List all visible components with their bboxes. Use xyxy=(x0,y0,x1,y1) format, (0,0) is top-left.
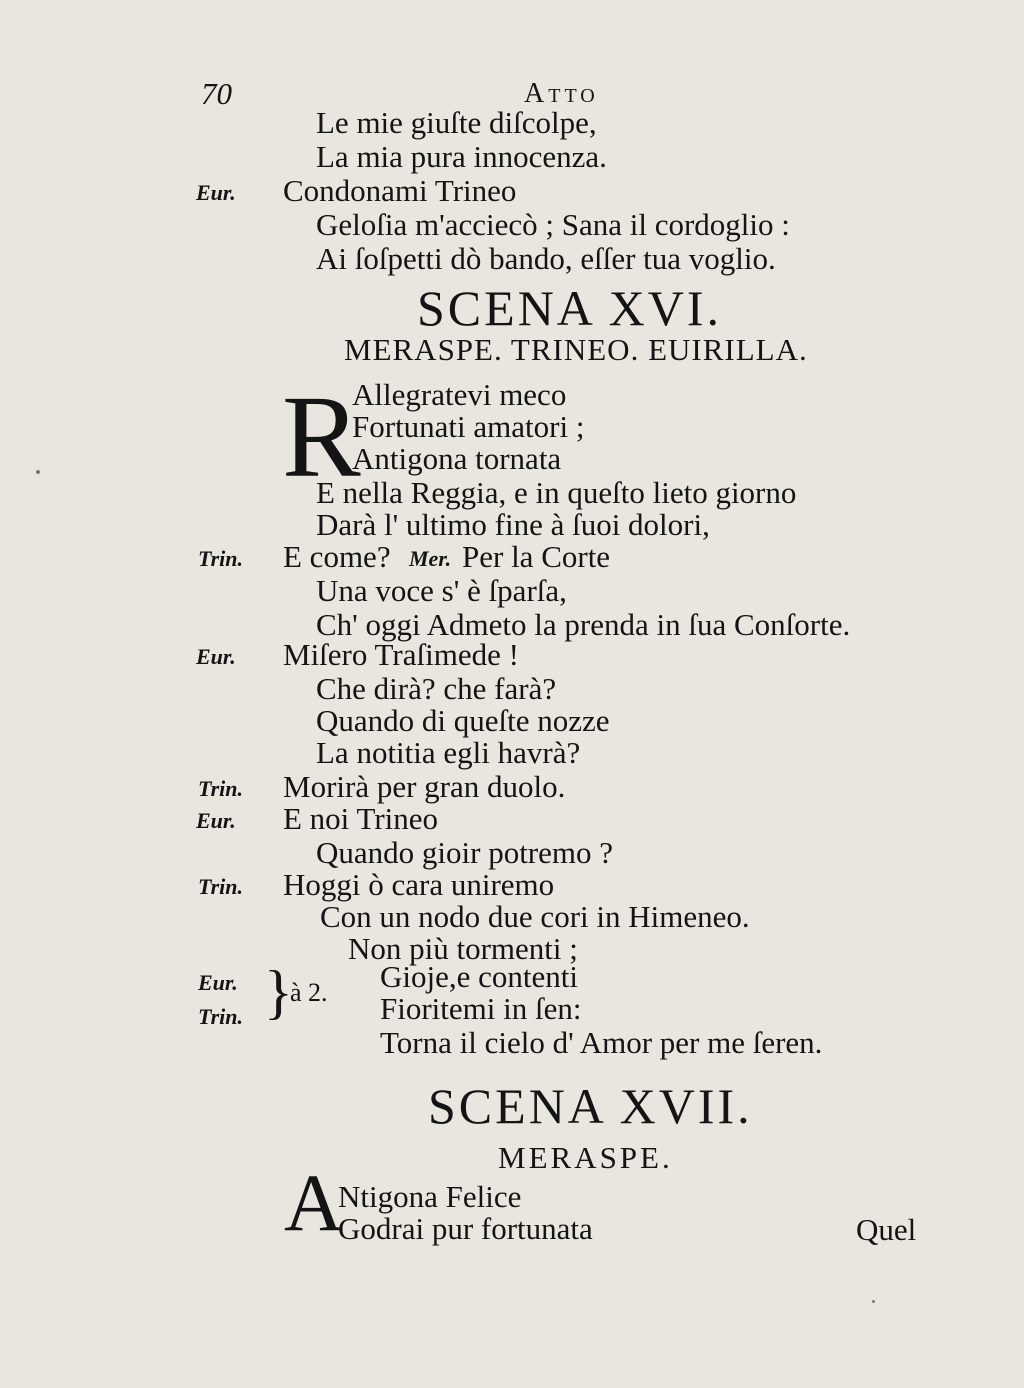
verse-line: E come? xyxy=(283,539,391,574)
speaker-label: Mer. xyxy=(409,546,452,571)
speaker-label: Eur. xyxy=(198,970,238,995)
speaker-label: Eur. xyxy=(196,644,236,669)
verse-line: Fioritemi in ſen: xyxy=(380,991,582,1026)
scene-cast: MERASPE. xyxy=(498,1140,673,1175)
scene-title: SCENA XVI. xyxy=(417,280,723,336)
speaker-label: Trin. xyxy=(198,546,244,571)
duet-brace: } xyxy=(264,959,293,1025)
running-head: Atto xyxy=(524,78,599,109)
speaker-label: Trin. xyxy=(198,776,244,801)
verse-line: Per la Corte xyxy=(462,539,611,574)
speaker-label: Trin. xyxy=(198,874,244,899)
verse-line: Che dirà? che farà? xyxy=(316,671,557,706)
verse-line: Allegratevi meco xyxy=(352,377,567,412)
speaker-label: Eur. xyxy=(196,180,236,205)
verse-line: Miſero Traſimede ! xyxy=(283,637,519,672)
verse-line: Fortunati amatori ; xyxy=(352,409,585,444)
page-number: 70 xyxy=(201,76,232,111)
verse-line: La mia pura innocenza. xyxy=(316,139,607,174)
drop-capital: A xyxy=(284,1157,344,1248)
verse-line: Con un nodo due cori in Himeneo. xyxy=(320,899,750,934)
verse-line: Morirà per gran duolo. xyxy=(283,769,566,804)
verse-line: E noi Trineo xyxy=(283,801,439,836)
verse-line: E nella Reggia, e in queſto lieto giorno xyxy=(316,475,797,510)
verse-line: Torna il cielo d' Amor per me ſeren. xyxy=(380,1025,823,1060)
verse-line: Ai ſoſpetti dò bando, eſſer tua voglio. xyxy=(316,241,776,276)
catchword: Quel xyxy=(856,1212,917,1247)
paper-speck xyxy=(872,1300,875,1303)
verse-line: Quando di queſte nozze xyxy=(316,703,610,738)
verse-line: Hoggi ò cara uniremo xyxy=(283,867,555,902)
verse-line: Darà l' ultimo fine à ſuoi dolori, xyxy=(316,507,710,542)
verse-line: Ch' oggi Admeto la prenda in ſua Conſorte. xyxy=(316,607,851,642)
scene-cast: MERASPE. TRINEO. EUIRILLA. xyxy=(344,332,808,367)
verse-line: Non più tormenti ; xyxy=(348,931,578,966)
speaker-label: Eur. xyxy=(196,808,236,833)
verse-line: Gioje,e contenti xyxy=(380,959,578,994)
verse-line: La notitia egli havrà? xyxy=(316,735,581,770)
duet-mark: à 2. xyxy=(290,978,328,1007)
scene-title: SCENA XVII. xyxy=(428,1078,753,1134)
verse-line: Le mie giuſte diſcolpe, xyxy=(316,105,597,140)
verse-line: Godrai pur fortunata xyxy=(338,1211,593,1246)
verse-line: Ntigona Felice xyxy=(338,1179,522,1214)
speaker-label: Trin. xyxy=(198,1004,244,1029)
verse-line: Quando gioir potremo ? xyxy=(316,835,614,870)
verse-line: Antigona tornata xyxy=(352,441,562,476)
verse-line: Geloſia m'acciecò ; Sana il cordoglio : xyxy=(316,207,790,242)
verse-line: Condonami Trineo xyxy=(283,173,517,208)
paper-speck xyxy=(36,470,40,474)
drop-capital: R xyxy=(282,371,361,502)
verse-line: Una voce s' è ſparſa, xyxy=(316,573,567,608)
